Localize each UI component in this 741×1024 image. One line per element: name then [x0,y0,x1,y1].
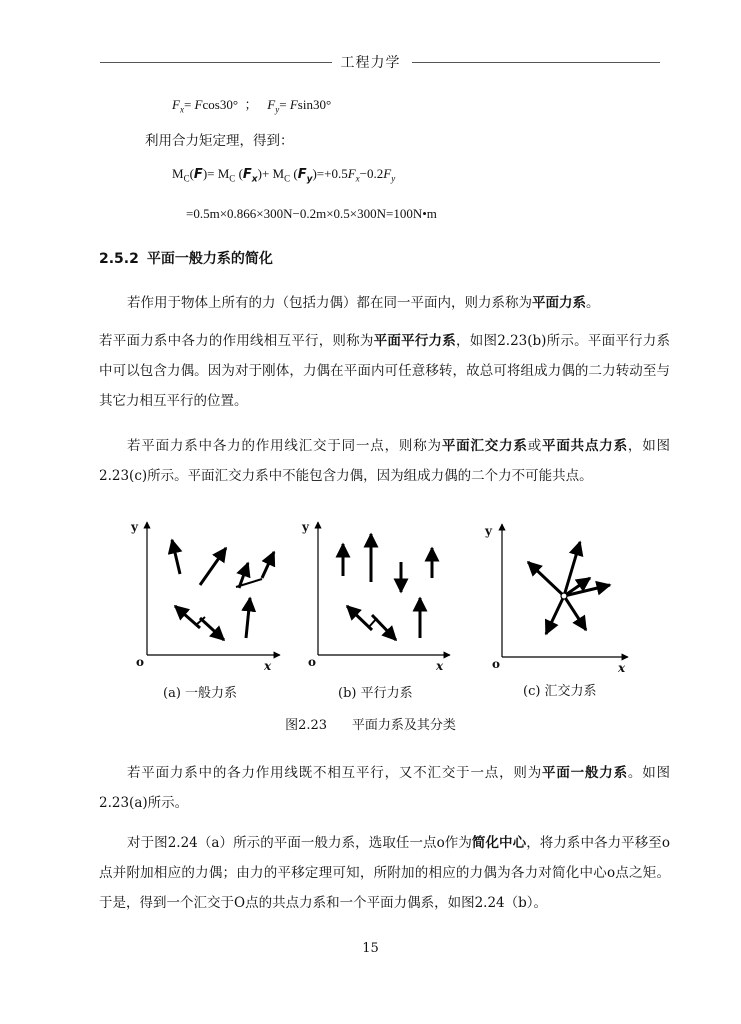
paragraph-1: 若作用于物体上所有的力（包括力偶）都在同一平面内，则力系称为平面力系。 [127,295,600,311]
force-arrow [200,618,224,640]
force-arrow [528,562,564,596]
force-arrow [246,598,250,638]
section-title: 平面一般力系的简化 [146,251,273,267]
panel-c-y-label: y [485,524,492,538]
formula-result: =0.5m×0.866×300N−0.2m×0.5×300N=100N•m [186,206,437,221]
caption-c: (c) 汇交力系 [523,684,597,699]
panel-a-origin: o [136,655,145,669]
formula-moment: $M_C(F)= M_C$ $(F_x)+ M_C$ $(F_y)=+0.5F_x-0.2F_y$ [172,166,396,185]
panel-b-y-label: y [302,520,309,534]
panel-b-axes [318,522,450,655]
header-title: 工程力学 [340,55,401,71]
caption-a: (a) 一般力系 [163,686,238,701]
formula-intro: 利用合力矩定理，得到： [145,133,294,148]
force-arrow [200,548,226,585]
panel-b-x-label: x [436,659,444,673]
paragraph-2: 若平面力系中各力的作用线相互平行，则称为平面平行力系，如图2.23(b)所示。平面平行力系中可以包含力偶。因为对于刚体，力偶在平面内可任意移转，故总可将组成力偶的二力转动至与其它力相互平行的位置。 [99,333,671,409]
force-arrow [368,618,377,628]
caption-b: (b) 平行力系 [338,686,413,701]
panel-a-x-label: x [264,659,272,673]
paragraph-4: 若平面力系中的各力作用线既不相互平行，又不汇交于一点，则为平面一般力系。如图2.23(a)所示。 [99,765,671,811]
figure-title: 图2.23 平面力系及其分类 [285,718,456,733]
concurrent-point [561,593,567,599]
panel-c-origin: o [492,657,501,671]
formula-components: $F_x= Fcos30^\circ$ ； $F_y= Fsin30^\circ$ [172,97,332,115]
panel-b-origin: o [308,655,317,669]
force-arrow [546,596,564,634]
force-arrow [564,596,586,630]
force-arrow [262,552,274,578]
panel-c-forces [528,542,610,634]
panel-a-forces [172,540,274,640]
paragraph-3: 若平面力系中各力的作用线汇交于同一点，则称为平面汇交力系或平面共点力系，如图2.23(c)所示。平面汇交力系中不能包含力偶，因为组成力偶的二个力不可能共点。 [99,438,671,484]
panel-b-forces [343,534,432,640]
page-number: 15 [362,941,379,956]
force-arrow [172,540,180,574]
panel-a-y-label: y [131,520,138,534]
panel-a-axes [147,522,280,655]
panel-c-x-label: x [618,661,626,675]
paragraph-5: 对于图2.24（a）所示的平面一般力系，选取任一点o作为简化中心，将力系中各力平移至o点并附加相应的力偶；由力的平移定理可知，所附加的相应的力偶为各力对简化中心o点之矩。于是，得到一个汇交于O点的共点力系和一个平面力偶系，如图2.24（b）。 [99,835,671,911]
section-number: 2.5.2 [99,251,139,267]
